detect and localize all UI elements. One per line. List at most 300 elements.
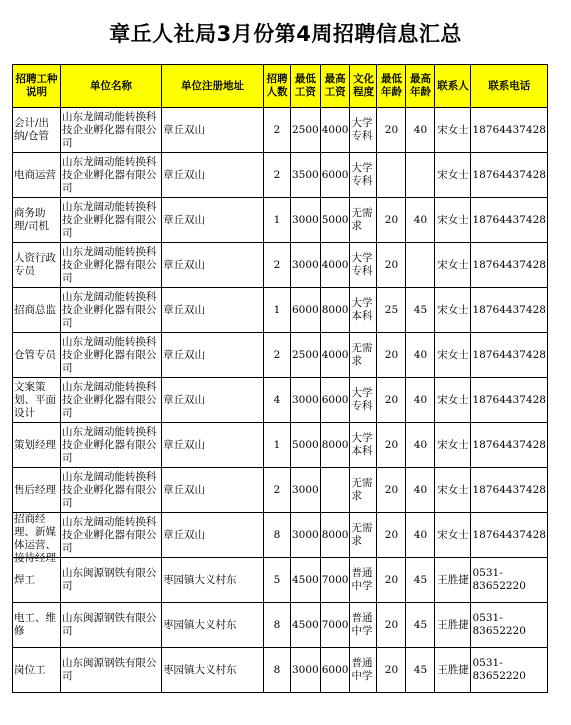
min-salary-cell	[291, 243, 321, 288]
company-cell	[61, 333, 162, 378]
phone-cell-text: 18764437428	[472, 393, 546, 406]
phone-cell	[471, 558, 548, 603]
min-age-cell-text: 20	[384, 663, 399, 676]
job-cell	[13, 243, 61, 288]
max-salary-cell-text: 4000	[321, 123, 349, 136]
company-cell-text: 山东龙阔动能转换科技企业孵化器有限公司	[62, 425, 157, 464]
min-salary-cell	[291, 558, 321, 603]
job-cell-text: 售后经理	[14, 483, 56, 496]
address-cell	[162, 558, 264, 603]
max-salary-cell	[320, 468, 350, 513]
company-cell-text: 山东龙阔动能转换科技企业孵化器有限公司	[62, 515, 157, 554]
min-age-cell	[377, 243, 406, 288]
address-cell	[162, 333, 264, 378]
min-salary-cell	[291, 333, 321, 378]
table-row	[13, 423, 548, 468]
max-age-cell-text: 45	[413, 573, 428, 586]
headcount-cell-text: 1	[273, 438, 281, 451]
table-row	[13, 333, 548, 378]
min-age-cell	[377, 648, 406, 693]
company-cell	[61, 423, 162, 468]
education-cell	[350, 243, 377, 288]
education-cell	[350, 153, 377, 198]
max-salary-cell-text: 8000	[321, 438, 349, 451]
min-salary-cell	[291, 198, 321, 243]
contact-cell-text: 宋女士	[437, 438, 469, 451]
company-cell-text: 山东龙阔动能转换科技企业孵化器有限公司	[62, 470, 157, 509]
min-salary-cell-text: 2500	[292, 123, 319, 136]
headcount-cell	[264, 108, 291, 153]
job-cell	[13, 468, 61, 513]
contact-cell-text: 王胜捷	[437, 663, 469, 676]
contact-cell	[435, 603, 471, 648]
max-age-cell	[406, 243, 435, 288]
job-cell-text: 电工、维修	[14, 612, 56, 637]
job-cell-text: 策划经理	[14, 438, 56, 451]
max-age-cell	[406, 198, 435, 243]
col-header-education: 文化程度	[350, 65, 377, 108]
headcount-cell	[264, 423, 291, 468]
phone-cell	[471, 603, 548, 648]
headcount-cell	[264, 288, 291, 333]
phone-cell	[471, 468, 548, 513]
max-age-cell-text: 40	[413, 213, 428, 226]
contact-cell-text: 宋女士	[437, 123, 469, 136]
company-cell-text: 山东龙阔动能转换科技企业孵化器有限公司	[62, 200, 157, 239]
education-cell-text: 大学本科	[351, 432, 373, 457]
company-cell-text: 山东龙阔动能转换科技企业孵化器有限公司	[62, 380, 157, 419]
education-cell	[350, 378, 377, 423]
max-age-cell	[406, 603, 435, 648]
address-cell-text: 章丘双山	[163, 168, 205, 181]
phone-cell	[471, 378, 548, 423]
address-cell	[162, 198, 264, 243]
education-cell-text: 无需求	[351, 342, 373, 367]
headcount-cell	[264, 468, 291, 513]
address-cell-text: 章丘双山	[163, 348, 205, 361]
table-row	[13, 648, 548, 693]
contact-cell	[435, 378, 471, 423]
company-cell	[61, 468, 162, 513]
company-cell	[61, 243, 162, 288]
headcount-cell-text: 1	[273, 213, 281, 226]
table-row	[13, 603, 548, 648]
min-salary-cell-text: 3000	[292, 258, 319, 271]
phone-cell-text: 18764437428	[472, 528, 546, 541]
min-salary-cell-text: 3500	[292, 168, 319, 181]
max-age-cell	[406, 648, 435, 693]
address-cell-text: 章丘双山	[163, 213, 205, 226]
headcount-cell-text: 2	[273, 483, 281, 496]
headcount-cell	[264, 153, 291, 198]
address-cell-text: 枣园镇大义村东	[163, 618, 237, 631]
min-salary-cell	[291, 468, 321, 513]
phone-cell-text: 18764437428	[472, 213, 546, 226]
min-salary-cell	[291, 108, 321, 153]
phone-cell-text: 0531-83652220	[472, 567, 526, 592]
headcount-cell	[264, 558, 291, 603]
col-header-headcount: 招聘人数	[264, 65, 291, 108]
company-cell	[61, 288, 162, 333]
min-salary-cell-text: 4500	[292, 573, 319, 586]
job-cell-text: 岗位工	[14, 663, 46, 676]
address-cell	[162, 603, 264, 648]
headcount-cell-text: 2	[273, 123, 281, 136]
job-cell-text: 仓管专员	[14, 348, 56, 361]
max-salary-cell-text: 8000	[321, 528, 349, 541]
table-row	[13, 198, 548, 243]
phone-cell	[471, 243, 548, 288]
contact-cell-text: 宋女士	[437, 258, 469, 271]
min-salary-cell-text: 3000	[292, 483, 319, 496]
page-title: 章丘人社局3月份第4周招聘信息汇总	[109, 22, 462, 46]
phone-cell	[471, 153, 548, 198]
address-cell	[162, 423, 264, 468]
min-salary-cell-text: 2500	[292, 348, 319, 361]
company-cell-text: 山东龙阔动能转换科技企业孵化器有限公司	[62, 290, 157, 329]
address-cell-text: 章丘双山	[163, 303, 205, 316]
max-salary-cell-text: 6000	[321, 168, 349, 181]
job-cell	[13, 288, 61, 333]
job-cell	[13, 423, 61, 468]
contact-cell	[435, 108, 471, 153]
min-age-cell-text: 20	[384, 393, 399, 406]
job-cell	[13, 648, 61, 693]
table-row	[13, 288, 548, 333]
headcount-cell-text: 2	[273, 168, 281, 181]
company-cell	[61, 558, 162, 603]
min-salary-cell	[291, 153, 321, 198]
phone-cell-text: 0531-83652220	[472, 657, 526, 682]
job-cell	[13, 153, 61, 198]
address-cell	[162, 378, 264, 423]
max-salary-cell	[320, 648, 350, 693]
max-age-cell-text: 40	[413, 438, 428, 451]
max-age-cell-text: 45	[413, 618, 428, 631]
education-cell-text: 无需求	[351, 522, 373, 547]
max-age-cell-text: 40	[413, 393, 428, 406]
min-age-cell	[377, 198, 406, 243]
job-cell-text: 焊工	[14, 573, 35, 586]
phone-cell	[471, 108, 548, 153]
max-age-cell	[406, 378, 435, 423]
col-header-max-salary: 最高工资	[320, 65, 350, 108]
phone-cell	[471, 288, 548, 333]
company-cell-text: 山东龙阔动能转换科技企业孵化器有限公司	[62, 155, 157, 194]
company-cell-text: 山东闽源钢铁有限公司	[62, 567, 157, 592]
min-salary-cell	[291, 378, 321, 423]
min-salary-cell-text: 5000	[292, 438, 319, 451]
max-age-cell-text: 45	[413, 663, 428, 676]
min-age-cell	[377, 603, 406, 648]
job-cell	[13, 603, 61, 648]
address-cell-text: 章丘双山	[163, 123, 205, 136]
max-salary-cell	[320, 108, 350, 153]
max-salary-cell-text: 7000	[321, 618, 349, 631]
education-cell-text: 大学专科	[351, 387, 373, 412]
company-cell	[61, 108, 162, 153]
education-cell-text: 大学专科	[351, 117, 373, 142]
header-row	[13, 65, 548, 108]
phone-cell-text: 18764437428	[472, 348, 546, 361]
company-cell	[61, 513, 162, 558]
max-salary-cell	[320, 378, 350, 423]
company-cell-text: 山东龙阔动能转换科技企业孵化器有限公司	[62, 335, 157, 374]
min-age-cell	[377, 558, 406, 603]
col-header-contact: 联系人	[435, 65, 471, 108]
company-cell-text: 山东闽源钢铁有限公司	[62, 612, 157, 637]
contact-cell	[435, 468, 471, 513]
min-age-cell	[377, 513, 406, 558]
min-salary-cell-text: 3000	[292, 663, 319, 676]
contact-cell	[435, 288, 471, 333]
headcount-cell	[264, 378, 291, 423]
education-cell-text: 大学专科	[351, 252, 373, 277]
max-salary-cell-text: 5000	[321, 213, 349, 226]
max-salary-cell	[320, 243, 350, 288]
min-age-cell	[377, 378, 406, 423]
max-age-cell-text: 40	[413, 123, 428, 136]
max-salary-cell-text: 6000	[321, 663, 349, 676]
job-cell-text: 文案策划、平面设计	[14, 380, 56, 419]
min-salary-cell	[291, 603, 321, 648]
headcount-cell	[264, 198, 291, 243]
address-cell-text: 枣园镇大义村东	[163, 663, 237, 676]
phone-cell-text: 18764437428	[472, 168, 546, 181]
contact-cell-text: 宋女士	[437, 483, 469, 496]
education-cell	[350, 558, 377, 603]
education-cell-text: 大学本科	[351, 297, 373, 322]
col-header-max-age: 最高年龄	[406, 65, 435, 108]
max-salary-cell	[320, 288, 350, 333]
phone-cell-text: 18764437428	[472, 438, 546, 451]
max-salary-cell-text: 4000	[321, 258, 349, 271]
address-cell	[162, 513, 264, 558]
contact-cell-text: 王胜捷	[437, 618, 469, 631]
headcount-cell-text: 5	[273, 573, 281, 586]
table-row	[13, 558, 548, 603]
table-row	[13, 153, 548, 198]
max-age-cell-text: 40	[413, 528, 428, 541]
min-age-cell-text: 20	[384, 258, 399, 271]
table-row	[13, 243, 548, 288]
job-cell-text: 招商总监	[14, 303, 56, 316]
min-salary-cell-text: 4500	[292, 618, 319, 631]
contact-cell	[435, 648, 471, 693]
col-header-min-age: 最低年龄	[377, 65, 406, 108]
max-salary-cell-text: 8000	[321, 303, 349, 316]
phone-cell-text: 18764437428	[472, 303, 546, 316]
col-header-company: 单位名称	[61, 65, 162, 108]
headcount-cell-text: 8	[273, 528, 281, 541]
contact-cell-text: 王胜捷	[437, 573, 469, 586]
address-cell-text: 枣园镇大义村东	[163, 573, 237, 586]
phone-cell	[471, 423, 548, 468]
max-age-cell	[406, 153, 435, 198]
address-cell-text: 章丘双山	[163, 393, 205, 406]
min-age-cell-text: 20	[384, 528, 399, 541]
company-cell-text: 山东龙阔动能转换科技企业孵化器有限公司	[62, 245, 157, 284]
job-cell-text: 招商经理、新媒体运营、接待经理	[14, 513, 56, 564]
education-cell-text: 普通中学	[351, 612, 373, 637]
job-cell-text: 商务助理/司机	[14, 207, 50, 232]
contact-cell-text: 宋女士	[437, 393, 469, 406]
job-cell	[13, 378, 61, 423]
address-cell	[162, 243, 264, 288]
phone-cell	[471, 513, 548, 558]
headcount-cell-text: 1	[273, 303, 281, 316]
max-salary-cell	[320, 603, 350, 648]
min-salary-cell	[291, 423, 321, 468]
contact-cell	[435, 198, 471, 243]
education-cell	[350, 288, 377, 333]
contact-cell-text: 宋女士	[437, 348, 469, 361]
contact-cell-text: 宋女士	[437, 303, 469, 316]
headcount-cell	[264, 243, 291, 288]
max-salary-cell-text: 7000	[321, 573, 349, 586]
company-cell	[61, 378, 162, 423]
min-age-cell-text: 25	[384, 303, 399, 316]
address-cell	[162, 108, 264, 153]
max-age-cell	[406, 108, 435, 153]
headcount-cell-text: 8	[273, 618, 281, 631]
education-cell-text: 无需求	[351, 477, 373, 502]
phone-cell	[471, 198, 548, 243]
job-cell-text: 电商运营	[14, 168, 56, 181]
contact-cell-text: 宋女士	[437, 168, 469, 181]
min-salary-cell-text: 6000	[292, 303, 319, 316]
max-age-cell	[406, 513, 435, 558]
company-cell-text: 山东闽源钢铁有限公司	[62, 657, 157, 682]
headcount-cell-text: 4	[273, 393, 281, 406]
max-age-cell-text: 40	[413, 348, 428, 361]
company-cell	[61, 153, 162, 198]
phone-cell-text: 0531-83652220	[472, 612, 526, 637]
education-cell	[350, 198, 377, 243]
headcount-cell	[264, 603, 291, 648]
education-cell-text: 普通中学	[351, 567, 373, 592]
company-cell-text: 山东龙阔动能转换科技企业孵化器有限公司	[62, 110, 157, 149]
max-age-cell	[406, 288, 435, 333]
headcount-cell-text: 2	[273, 258, 281, 271]
col-header-min-salary: 最低工资	[291, 65, 321, 108]
contact-cell-text: 宋女士	[437, 528, 469, 541]
max-salary-cell	[320, 423, 350, 468]
contact-cell	[435, 243, 471, 288]
phone-cell-text: 18764437428	[472, 258, 546, 271]
contact-cell	[435, 513, 471, 558]
table-row	[13, 468, 548, 513]
education-cell	[350, 513, 377, 558]
min-age-cell-text: 20	[384, 348, 399, 361]
education-cell	[350, 468, 377, 513]
max-age-cell	[406, 558, 435, 603]
max-salary-cell	[320, 153, 350, 198]
contact-cell	[435, 333, 471, 378]
job-cell-text: 会计/出纳/仓管	[14, 117, 50, 142]
min-salary-cell-text: 3000	[292, 528, 319, 541]
headcount-cell	[264, 648, 291, 693]
education-cell	[350, 333, 377, 378]
table-row	[13, 378, 548, 423]
job-cell	[13, 513, 61, 564]
min-age-cell-text: 20	[384, 438, 399, 451]
education-cell	[350, 648, 377, 693]
max-age-cell	[406, 468, 435, 513]
min-age-cell	[377, 153, 406, 198]
education-cell	[350, 603, 377, 648]
max-age-cell-text: 40	[413, 483, 428, 496]
phone-cell	[471, 648, 548, 693]
phone-cell-text: 18764437428	[472, 483, 546, 496]
max-salary-cell	[320, 333, 350, 378]
education-cell	[350, 108, 377, 153]
min-age-cell-text: 20	[384, 123, 399, 136]
headcount-cell-text: 8	[273, 663, 281, 676]
min-age-cell	[377, 468, 406, 513]
education-cell-text: 大学专科	[351, 162, 373, 187]
max-salary-cell	[320, 198, 350, 243]
min-age-cell	[377, 423, 406, 468]
address-cell	[162, 648, 264, 693]
min-salary-cell	[291, 513, 321, 558]
phone-cell	[471, 333, 548, 378]
min-salary-cell-text: 3000	[292, 213, 319, 226]
min-salary-cell	[291, 288, 321, 333]
phone-cell-text: 18764437428	[472, 123, 546, 136]
contact-cell	[435, 423, 471, 468]
address-cell-text: 章丘双山	[163, 483, 205, 496]
max-age-cell	[406, 423, 435, 468]
table-row	[13, 513, 548, 558]
recruitment-table	[12, 64, 548, 693]
education-cell	[350, 423, 377, 468]
job-cell-text: 人资行政专员	[14, 252, 56, 277]
address-cell-text: 章丘双山	[163, 438, 205, 451]
address-cell-text: 章丘双山	[163, 258, 205, 271]
headcount-cell	[264, 513, 291, 558]
max-age-cell	[406, 333, 435, 378]
company-cell	[61, 648, 162, 693]
company-cell	[61, 603, 162, 648]
min-age-cell	[377, 108, 406, 153]
address-cell-text: 章丘双山	[163, 528, 205, 541]
min-age-cell-text: 20	[384, 483, 399, 496]
address-cell	[162, 288, 264, 333]
contact-cell	[435, 153, 471, 198]
min-age-cell	[377, 288, 406, 333]
min-salary-cell	[291, 648, 321, 693]
min-age-cell-text: 20	[384, 213, 399, 226]
max-salary-cell	[320, 558, 350, 603]
min-age-cell-text: 20	[384, 573, 399, 586]
headcount-cell	[264, 333, 291, 378]
headcount-cell-text: 2	[273, 348, 281, 361]
min-age-cell-text: 20	[384, 618, 399, 631]
address-cell	[162, 153, 264, 198]
job-cell	[13, 333, 61, 378]
education-cell-text: 普通中学	[351, 657, 373, 682]
address-cell	[162, 468, 264, 513]
min-salary-cell-text: 3000	[292, 393, 319, 406]
company-cell	[61, 198, 162, 243]
job-cell	[13, 108, 61, 153]
education-cell-text: 无需求	[351, 207, 373, 232]
contact-cell-text: 宋女士	[437, 213, 469, 226]
min-age-cell	[377, 333, 406, 378]
col-header-job: 招聘工种说明	[13, 65, 61, 108]
table-row	[13, 108, 548, 153]
